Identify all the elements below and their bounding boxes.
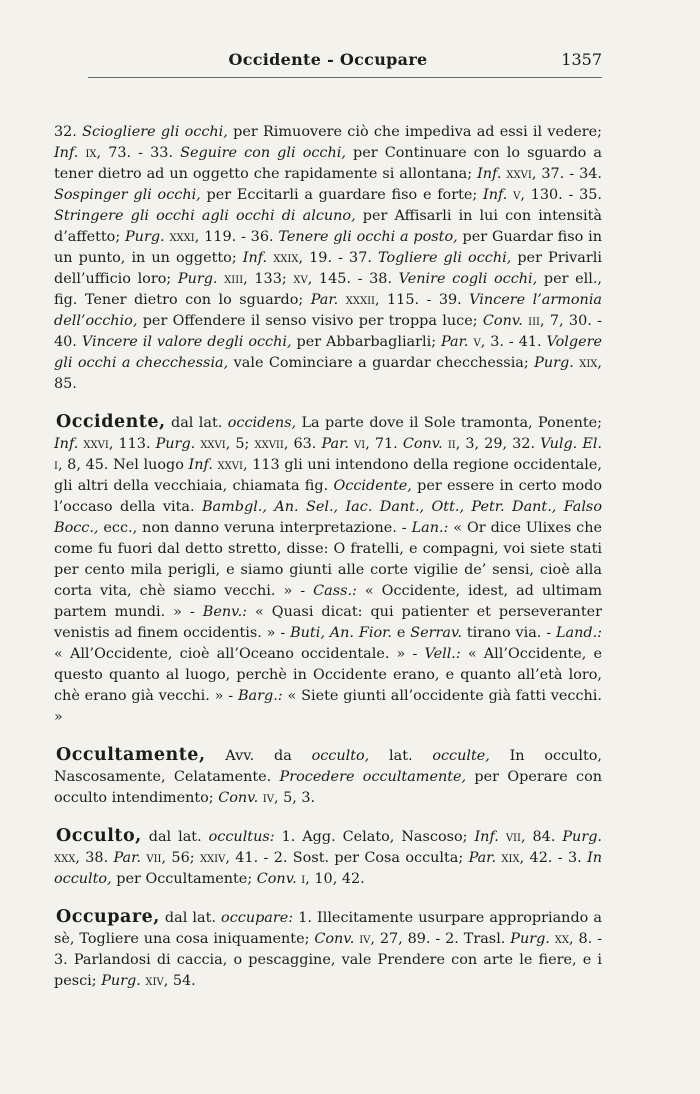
entry-occupare (54, 907, 602, 992)
text-run: , 133; (243, 271, 294, 287)
text-run: , 5, 3. (273, 790, 316, 806)
text-run: , 3, 29, 32. (455, 436, 541, 452)
italic-text: Inf. (474, 829, 499, 845)
text-run: , 37. - 34. (531, 166, 602, 182)
text-run: per Operare con occulto intendimento; (54, 769, 603, 806)
text-run: , 19. - 37. (298, 250, 378, 266)
text-run (338, 292, 345, 308)
text-run: , 63. (283, 436, 322, 452)
text-run: , 38. (75, 850, 114, 866)
italic-text: occulte, (432, 748, 490, 764)
text-run: « Siete giunti all’occidente già fatti vecchi. » (54, 688, 602, 725)
italic-text: Par. (441, 334, 469, 350)
italic-text: occupare: (221, 910, 294, 926)
italic-text: Inf. (242, 250, 268, 266)
italic-text: Cass.: (313, 583, 357, 599)
text-run: per Affisarli in lui con intensità d’affetto; (54, 208, 602, 245)
text-run: Avv. da (205, 748, 312, 764)
text-run: 32. (54, 124, 83, 140)
italic-text: Seguire con gli occhi, (180, 145, 346, 161)
italic-text: Conv. (482, 313, 523, 329)
roman-numeral: xxxii (345, 292, 375, 308)
text-run (499, 829, 506, 845)
italic-text: Tenere gli occhi a posto, (278, 229, 458, 245)
roman-numeral: v (473, 334, 481, 350)
text-run: « All’Occidente, cioè all’Oceano occidentale. » - (54, 646, 425, 662)
page-number: 1357 (561, 50, 602, 69)
text-run: « Quasi dicat: qui patienter et perseveranter venistis ad finem occidentis. » - (54, 604, 602, 641)
text-run: 1. Illecitamente usurpare appropriando a sè, Togliere una cosa iniquamente; (54, 910, 602, 947)
running-title: Occidente - Occupare (228, 50, 428, 69)
roman-numeral: xiii (224, 271, 244, 287)
text-run: dal lat. (165, 415, 228, 431)
roman-numeral: xv (293, 271, 308, 287)
italic-text: Bambgl., An. Sel., Iac. Dant., Ott., Petr. Dant., Falso Bocc., (54, 499, 602, 536)
italic-text: Sciogliere gli occhi, (82, 124, 228, 140)
italic-text: Purg. (510, 931, 550, 947)
roman-numeral: xx (554, 931, 570, 947)
roman-numeral: xxiv (199, 850, 226, 866)
roman-numeral: iv (262, 790, 274, 806)
italic-text: Sospinger gli occhi, (54, 187, 201, 203)
italic-text: In occulto, (54, 850, 603, 887)
italic-text: Par. (468, 850, 497, 866)
roman-numeral: vii (505, 829, 521, 845)
roman-numeral: iii (528, 313, 541, 329)
text-run: , 71. (365, 436, 403, 452)
text-run: per Occultamente; (111, 871, 257, 887)
text-run: La parte dove il Sole tramonta, Ponente; (296, 415, 602, 431)
italic-text: Par. (310, 292, 339, 308)
text-run: , 10, 42. (305, 871, 365, 887)
italic-text: Procedere occultamente, (279, 769, 467, 785)
text-run: ecc., non danno veruna interpretazione. - (98, 520, 412, 536)
italic-text: Conv. (256, 871, 297, 887)
body-text (54, 122, 602, 992)
italic-text: Occidente, (333, 478, 412, 494)
text-run: « All’Occidente, e questo quanto al luogo, perchè in Occidente erano, e quanto all’età loro, chè erano già vecchi. » - (54, 646, 603, 704)
italic-text: Par. (113, 850, 142, 866)
italic-text: Togliere gli occhi, (378, 250, 512, 266)
text-run: tirano via. - (461, 625, 556, 641)
entry-occulto (54, 826, 602, 890)
roman-numeral: vi (354, 436, 366, 452)
italic-text: Stringere gli occhi agli occhi di alcuno, (54, 208, 356, 224)
roman-numeral: i (301, 871, 306, 887)
roman-numeral: xxvi (83, 436, 109, 452)
italic-text: Vulg. El. (540, 436, 603, 452)
text-run: , 119. - 36. (194, 229, 279, 245)
roman-numeral: iv (359, 931, 371, 947)
italic-text: Inf. (477, 166, 502, 182)
italic-text: Conv. (218, 790, 259, 806)
text-run: « Or dice Ulixes che come fu fuori dal detto stretto, disse: O fratelli, e compagni, voi siete stati per cento mila perigli, e siamo giunti alle corte vigilie de’ sensi, cioè alla corta vita, chè siamo vecchi. » - (54, 520, 602, 599)
text-run: e (392, 625, 411, 641)
roman-numeral: xxvi (506, 166, 532, 182)
italic-text: Par. (321, 436, 349, 452)
italic-text: Purg. (125, 229, 165, 245)
text-run: , 113 gli uni intendono della regione occidentale, gli altri della vecchiaia, chiamata fig. (54, 457, 602, 494)
continuation-paragraph (54, 122, 602, 395)
italic-text: Vincere l’armonia dell’occhio, (54, 292, 603, 329)
text-run: 1. Agg. Celato, Nascoso; (274, 829, 475, 845)
entry-occultamente (54, 745, 602, 809)
text-run: vale Cominciare a guardar checchessia; (228, 355, 535, 371)
header-rule (88, 77, 602, 78)
italic-text: Inf. (54, 145, 79, 161)
italic-text: Inf. (54, 436, 79, 452)
roman-numeral: xxxi (169, 229, 195, 245)
text-run: lat. (369, 748, 433, 764)
text-run: per Abbarbagliarli; (291, 334, 442, 350)
italic-text: Inf. (188, 457, 213, 473)
italic-text: Vell.: (424, 646, 461, 662)
italic-text: Purg. (177, 271, 218, 287)
italic-text: Purg. (101, 973, 141, 989)
italic-text: occulto, (311, 748, 370, 764)
roman-numeral: i (54, 457, 58, 473)
text-run: per Offendere il senso visivo per troppa luce; (137, 313, 483, 329)
roman-numeral: xix (501, 850, 520, 866)
entry-body (54, 415, 602, 725)
text-run: , 115. - 39. (374, 292, 470, 308)
italic-text: Volgere gli occhi a checchessia, (54, 334, 603, 371)
text-run: , 8. - 3. Parlandosi di caccia, o pescaggine, vale Prendere con arte le fiere, e i pesci; (54, 931, 602, 989)
italic-text: Inf. (483, 187, 508, 203)
text-run: , 85. (54, 355, 602, 392)
roman-numeral: xix (579, 355, 598, 371)
italic-text: Benv.: (202, 604, 248, 620)
text-run: per Guardar fiso in un punto, in un oggetto; (54, 229, 602, 266)
text-run: per ell., fig. Tener dietro con lo sguardo; (54, 271, 602, 308)
italic-text: Conv. (402, 436, 443, 452)
text-run: , 42. - 3. (519, 850, 588, 866)
text-run: , 84. (520, 829, 563, 845)
text-run: per essere in certo modo l’occaso della vita. (54, 478, 603, 515)
roman-numeral: xxix (273, 250, 299, 266)
italic-text: Purg. (534, 355, 574, 371)
text-run: per Rimuovere ciò che impediva ad essi il vedere; (227, 124, 603, 140)
roman-numeral: v (513, 187, 521, 203)
italic-text: Lan.: (411, 520, 449, 536)
text-run: , 41. - 2. Sost. per Cosa occulta; (225, 850, 469, 866)
roman-numeral: ix (85, 145, 97, 161)
headword: Occulto, (56, 826, 142, 846)
italic-text: Venire cogli occhi, (398, 271, 538, 287)
italic-text: Vincere il valore degli occhi, (81, 334, 292, 350)
text-run: , 130. - 35. (520, 187, 602, 203)
italic-text: Land.: (555, 625, 603, 641)
roman-numeral: xiv (145, 973, 164, 989)
headword: Occidente, (56, 412, 166, 432)
text-run: , 54. (163, 973, 196, 989)
text-run: , 5; (225, 436, 255, 452)
text-run: dal lat. (141, 829, 209, 845)
text-run: per Privarli dell’ufficio loro; (54, 250, 602, 287)
text-run: dal lat. (159, 910, 222, 926)
italic-text: Conv. (314, 931, 355, 947)
text-run: , 113. (108, 436, 156, 452)
text-run: , 7, 30. - 40. (54, 313, 602, 350)
italic-text: Purg. (155, 436, 196, 452)
headword: Occultamente, (56, 745, 206, 765)
roman-numeral: vii (146, 850, 162, 866)
italic-text: Purg. (562, 829, 602, 845)
page-header (54, 50, 602, 76)
roman-numeral: xxvii (254, 436, 284, 452)
roman-numeral: xxvi (200, 436, 226, 452)
text-run: In occulto, Nascosamente, Celatamente. (54, 748, 602, 785)
italic-text: Barg.: (237, 688, 283, 704)
roman-numeral: xxvi (217, 457, 243, 473)
text-run: « Occidente, idest, ad ultimam partem mundi. » - (54, 583, 602, 620)
text-run: , 3. - 41. (480, 334, 547, 350)
roman-numeral: xxx (54, 850, 76, 866)
text-run: , 73. - 33. (96, 145, 181, 161)
text-run: , 27, 89. - 2. Trasl. (370, 931, 511, 947)
text-run: , 8, 45. Nel luogo (57, 457, 189, 473)
headword: Occupare, (56, 907, 160, 927)
italic-text: occultus: (208, 829, 275, 845)
italic-text: occidens, (227, 415, 297, 431)
text-run: per Continuare con lo sguardo a tener dietro ad un oggetto che rapidamente si allontana; (54, 145, 603, 182)
italic-text: Serrav. (410, 625, 462, 641)
text-run: , 56; (161, 850, 200, 866)
italic-text: Buti, An. Fior. (290, 625, 392, 641)
roman-numeral: ii (447, 436, 456, 452)
text-run: per Eccitarli a guardare fiso e forte; (200, 187, 484, 203)
entry-occidente (54, 412, 602, 728)
text-run: , 145. - 38. (307, 271, 399, 287)
